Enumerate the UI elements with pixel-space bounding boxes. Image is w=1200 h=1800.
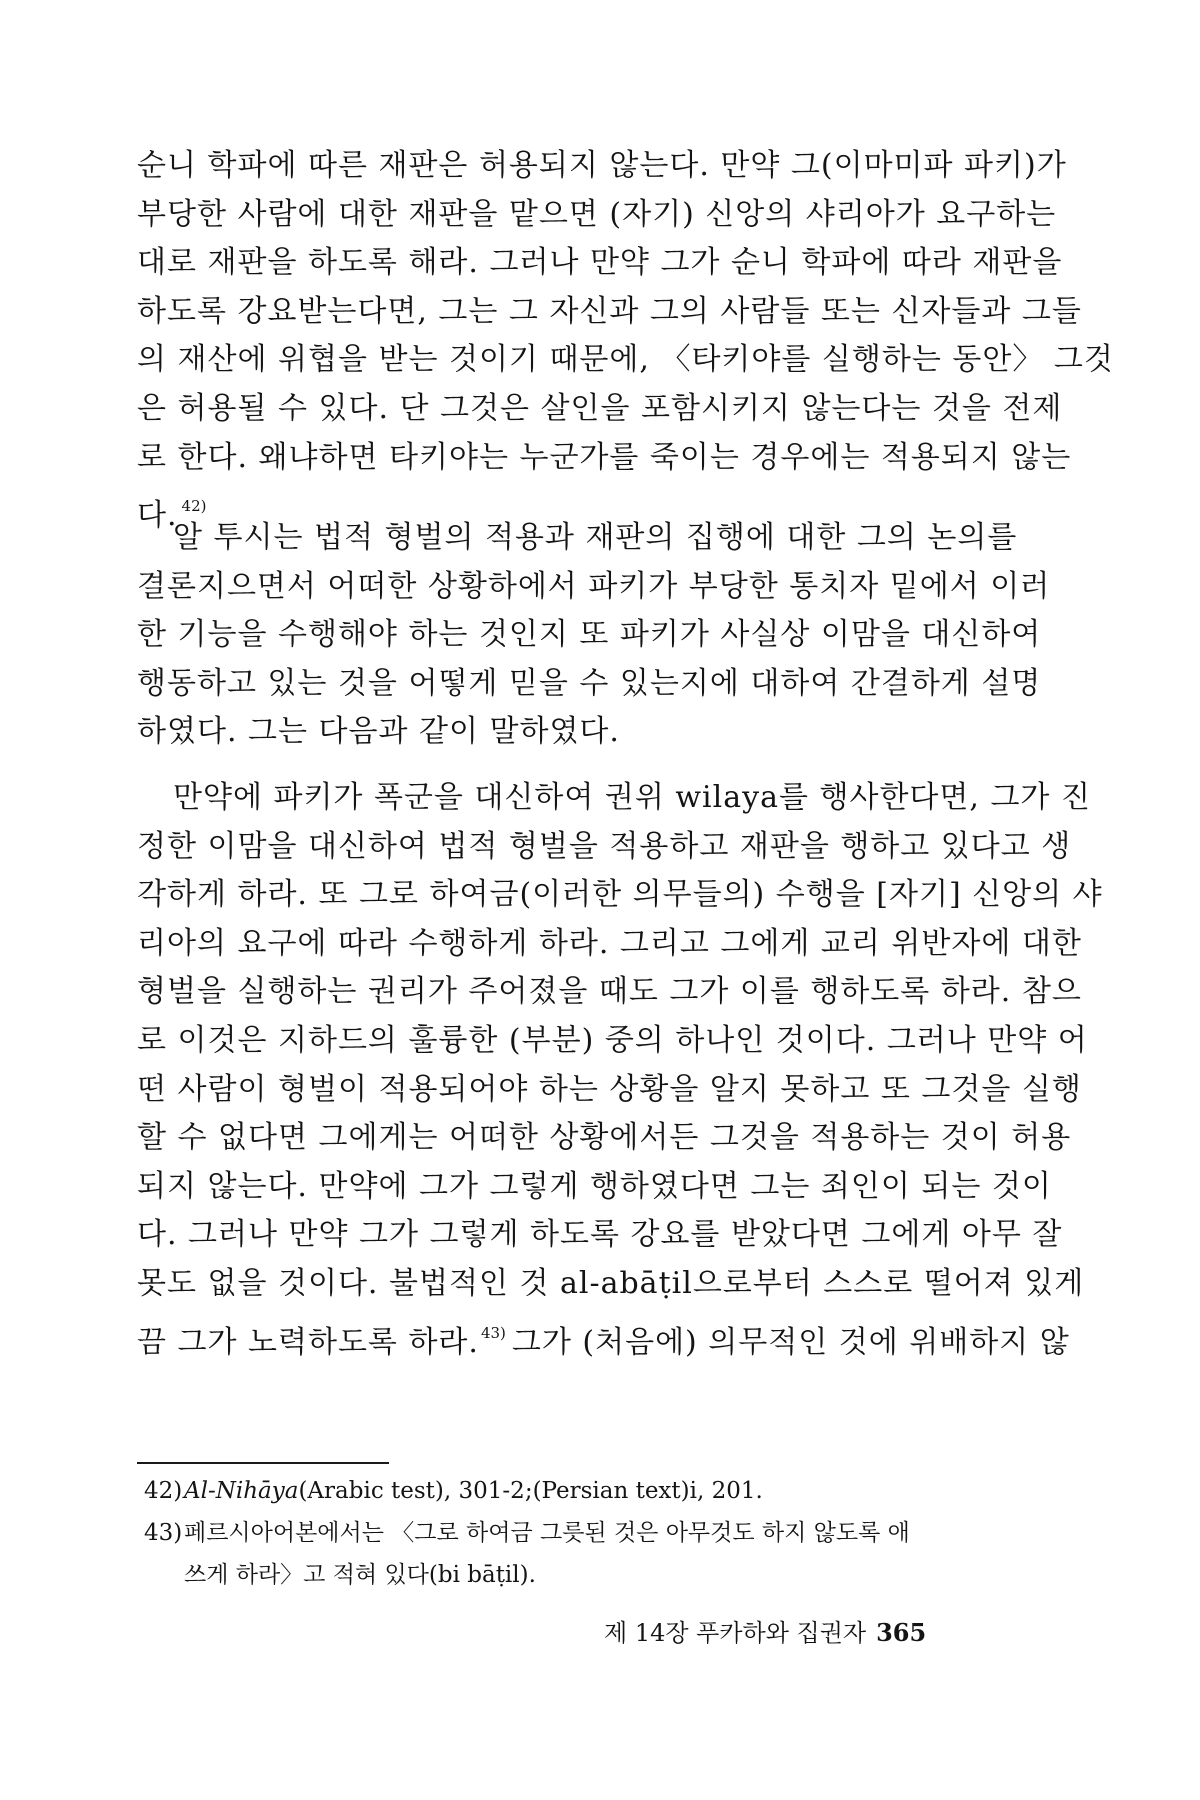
text-line: 행동하고 있는 것을 어떻게 믿을 수 있는지에 대하여 간결하게 설명 — [137, 665, 1042, 701]
footnote-number: 43) — [144, 1520, 183, 1546]
text-line: 다. 그러나 만약 그가 그렇게 하도록 강요를 받았다면 그에게 아무 잘 — [137, 1217, 1063, 1253]
text-line: 로 한다. 왜냐하면 타키야는 누군가를 죽이는 경우에는 적용되지 않는 — [137, 439, 1072, 475]
footnote-text: 페르시아어본에서는 〈그로 하여금 그릇된 것은 아무것도 하지 않도록 애 — [184, 1520, 910, 1546]
text-line: 리아의 요구에 따라 수행하게 하라. 그리고 그에게 교리 위반자에 대한 — [137, 925, 1082, 961]
block-quotation — [137, 774, 1103, 1360]
text-line: 되지 않는다. 만약에 그가 그렇게 행하였다면 그는 죄인이 되는 것이 — [137, 1168, 1052, 1204]
text-line: 은 허용될 수 있다. 단 그것은 살인을 포함시키지 않는다는 것을 전제 — [137, 390, 1063, 426]
paragraph-main — [137, 514, 1051, 757]
footnote-text: 쓰게 하라〉고 적혀 있다(bi bāṭil). — [184, 1562, 536, 1588]
text-line: 하도록 강요받는다면, 그는 그 자신과 그의 사람들 또는 신자들과 그들 — [137, 293, 1082, 329]
footnote-text: (Arabic test), 301-2;(Persian text)i, 201. — [298, 1478, 763, 1504]
chapter-title: 제 14장 푸카하와 집권자 — [604, 1619, 867, 1647]
running-footer — [604, 1613, 926, 1648]
footnote-42 — [144, 1470, 982, 1512]
text-line: 부당한 사람에 대한 재판을 맡으면 (자기) 신앙의 샤리아가 요구하는 — [137, 196, 1057, 232]
text-line: 하였다. 그는 다음과 같이 말하였다. — [137, 714, 620, 750]
footnote-divider — [137, 1462, 389, 1464]
text-line: 떤 사람이 형벌이 적용되어야 하는 상황을 알지 못하고 또 그것을 실행 — [137, 1071, 1082, 1107]
text-segment: 끔 그가 노력하도록 하라. — [137, 1324, 479, 1360]
text-line: 형벌을 실행하는 권리가 주어졌을 때도 그가 이를 행하도록 하라. 참으 — [137, 974, 1082, 1010]
text-line: 로 이것은 지하드의 훌륭한 (부분) 중의 하나인 것이다. 그러나 만약 어 — [137, 1022, 1088, 1058]
text-line — [137, 1309, 1070, 1360]
text-line: 알 투시는 법적 형벌의 적용과 재판의 집행에 대한 그의 논의를 — [173, 520, 1018, 555]
text-segment: 그가 (처음에) 의무적인 것에 위배하지 않 — [511, 1324, 1070, 1360]
page-number: 365 — [876, 1618, 927, 1647]
footnote-ref-42[interactable]: 42) — [181, 497, 207, 516]
text-line: 할 수 없다면 그에게는 어떠한 상황에서든 그것을 적용하는 것이 허용 — [137, 1120, 1072, 1156]
paragraph-continued — [137, 142, 1114, 534]
text-line: 결론지으면서 어떠한 상황하에서 파키가 부당한 통치자 밑에서 이러 — [137, 568, 1051, 604]
text-line: 대로 재판을 하도록 해라. 그러나 만약 그가 순니 학파에 따라 재판을 — [137, 245, 1063, 281]
footnote-ref-43[interactable]: 43) — [480, 1323, 506, 1342]
text-line: 한 기능을 수행해야 하는 것인지 또 파키가 사실상 이맘을 대신하여 — [137, 617, 1042, 653]
text-line-end: 다. — [137, 498, 178, 534]
text-line: 정한 이맘을 대신하여 법적 형벌을 적용하고 재판을 행하고 있다고 생 — [137, 828, 1072, 864]
text-line: 만약에 파키가 폭군을 대신하여 권위 wilaya를 행사한다면, 그가 진 — [173, 780, 1091, 815]
text-line: 못도 없을 것이다. 불법적인 것 al-abāṭil으로부터 스스로 떨어져 있게 — [137, 1265, 1085, 1301]
footnote-43-continued — [144, 1554, 982, 1596]
footnote-title: Al-Nihāya — [184, 1478, 299, 1504]
text-line: 각하게 하라. 또 그로 하여금(이러한 의무들의) 수행을 [자기] 신앙의 샤 — [137, 877, 1103, 913]
footnote-number: 42) — [144, 1478, 183, 1504]
footnote-43 — [144, 1512, 982, 1554]
text-line: 의 재산에 위협을 받는 것이기 때문에, 〈타키야를 실행하는 동안〉 그것 — [137, 342, 1114, 378]
text-line: 순니 학파에 따른 재판은 허용되지 않는다. 만약 그(이마미파 파키)가 — [137, 148, 1067, 183]
